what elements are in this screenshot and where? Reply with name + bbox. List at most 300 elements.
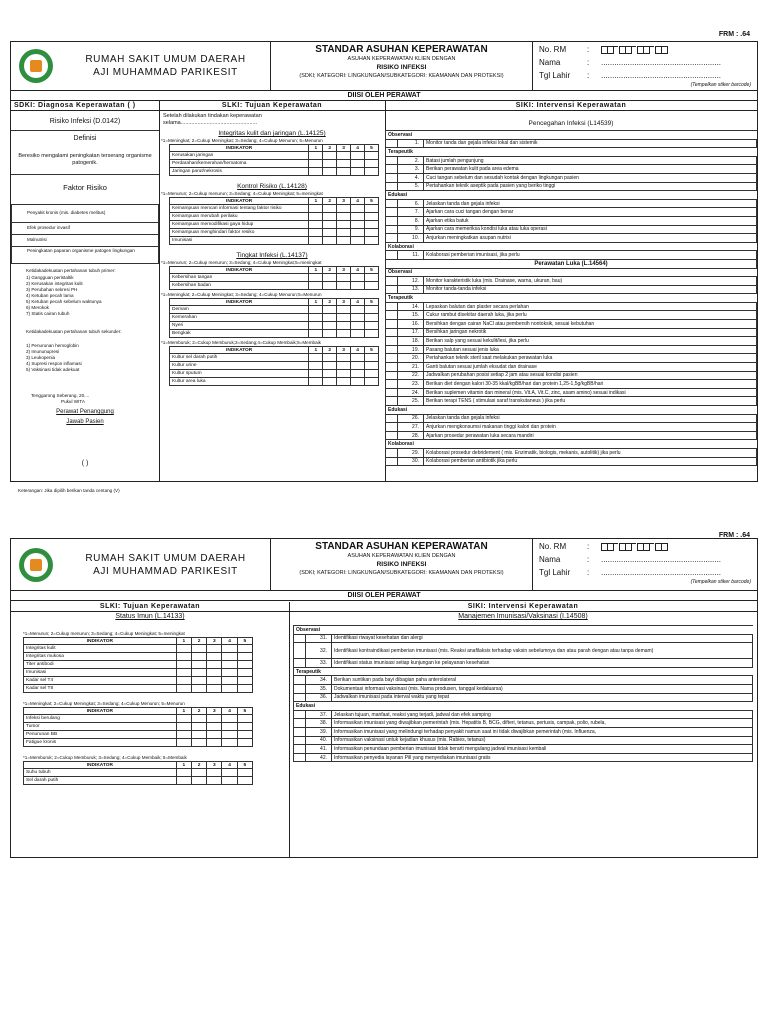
intervention-text: Berikan terapi TENS ( stimulasi saraf transkutaneus ) jika perlu	[424, 397, 757, 406]
intervention-row	[386, 199, 757, 208]
score-cell[interactable]	[176, 645, 191, 653]
indicator-table	[169, 266, 379, 290]
score-cell[interactable]	[191, 669, 206, 677]
score-cell[interactable]	[191, 685, 206, 693]
standard-category: (SDKI; KATEGORI: LINGKUNGAN/SUBKATEGORI: KEAMANAN DAN PROTEKSI)	[299, 570, 504, 576]
score-cell[interactable]	[365, 314, 379, 322]
score-cell[interactable]	[309, 370, 323, 378]
score-cell[interactable]	[351, 354, 365, 362]
indicator-row	[170, 213, 379, 221]
intervention-checkbox[interactable]	[386, 345, 398, 354]
no-rm-boxes[interactable]	[601, 46, 667, 54]
score-cell[interactable]	[337, 314, 351, 322]
score-cell[interactable]	[176, 715, 191, 723]
intervention-checkbox[interactable]	[386, 448, 398, 457]
score-cell[interactable]	[323, 306, 337, 314]
score-cell[interactable]	[207, 715, 222, 723]
score-cell[interactable]	[222, 645, 237, 653]
intervention-number: 32.	[306, 643, 332, 659]
intervention-checkbox[interactable]	[294, 719, 306, 728]
intervention-category: Terapeutik	[294, 667, 753, 676]
score-cell[interactable]	[237, 661, 252, 669]
intervention-row	[294, 693, 753, 702]
intervention-category: Edukasi	[386, 406, 757, 415]
score-cell[interactable]	[351, 205, 365, 213]
intervention-checkbox[interactable]	[386, 165, 398, 174]
selama-text[interactable]: selama..................................................	[163, 120, 258, 126]
intervention-category: Observasi	[386, 131, 757, 140]
score-cell[interactable]	[309, 274, 323, 282]
score-cell[interactable]	[323, 221, 337, 229]
score-cell[interactable]	[323, 370, 337, 378]
intervention-row	[386, 277, 757, 286]
stiker-note	[539, 579, 751, 585]
intervention-checkbox[interactable]	[386, 371, 398, 380]
intervention-checkbox[interactable]	[386, 457, 398, 466]
primer-item[interactable]: 5) Ketuban pecah sebelum waktunya	[26, 299, 102, 304]
score-cell[interactable]	[309, 362, 323, 370]
intervention-row	[386, 302, 757, 311]
score-cell[interactable]	[222, 723, 237, 731]
scale-number: 4	[351, 299, 365, 306]
score-cell[interactable]	[237, 739, 252, 747]
score-cell[interactable]	[207, 731, 222, 739]
intervention-row	[386, 268, 757, 277]
indicator-row	[170, 314, 379, 322]
score-cell[interactable]	[222, 739, 237, 747]
score-cell[interactable]	[191, 677, 206, 685]
sekunder-item[interactable]: 5) Vaksinasi tidak adekuat	[26, 367, 80, 372]
scale-number: 5	[237, 762, 252, 769]
score-cell[interactable]	[309, 229, 323, 237]
intervention-checkbox[interactable]	[386, 302, 398, 311]
intervention-row	[386, 294, 757, 303]
score-cell[interactable]	[351, 330, 365, 338]
score-cell[interactable]	[207, 685, 222, 693]
score-cell[interactable]	[337, 229, 351, 237]
score-cell[interactable]	[309, 152, 323, 160]
nama-field[interactable]: ......................................................	[601, 58, 722, 67]
score-cell[interactable]	[323, 152, 337, 160]
sekunder-item[interactable]: 3) Leukopenia	[26, 355, 56, 360]
intervention-row	[386, 431, 757, 440]
score-cell[interactable]	[176, 685, 191, 693]
score-cell[interactable]	[309, 314, 323, 322]
intervention-checkbox[interactable]	[386, 337, 398, 346]
score-cell[interactable]	[323, 362, 337, 370]
indicator-row	[24, 739, 253, 747]
score-cell[interactable]	[191, 661, 206, 669]
siki-title-pencegahan: Pencegahan Infeksi (L14539)	[528, 120, 614, 127]
score-cell[interactable]	[237, 685, 252, 693]
score-cell[interactable]	[323, 354, 337, 362]
intervention-row	[386, 354, 757, 363]
tgl-lahir-field[interactable]: ......................................................	[601, 568, 722, 577]
score-cell[interactable]	[365, 213, 379, 221]
indicator-row	[170, 370, 379, 378]
score-cell[interactable]	[337, 152, 351, 160]
score-cell[interactable]	[309, 237, 323, 245]
primer-item[interactable]: 1) Gangguan peristaltik	[26, 275, 74, 280]
score-cell[interactable]	[337, 160, 351, 168]
indicator-row	[170, 282, 379, 290]
score-cell[interactable]	[337, 205, 351, 213]
scale-legend: *1=Meningkat; 2=Cukup Meningkat; 3=Sedang; 4=Cukup Menurun; 5=Menurun	[161, 138, 323, 143]
primer-item[interactable]: 7) Statis cairan tubuh	[26, 311, 70, 316]
score-cell[interactable]	[237, 645, 252, 653]
score-cell[interactable]	[323, 213, 337, 221]
score-cell[interactable]	[337, 306, 351, 314]
score-cell[interactable]	[323, 168, 337, 176]
score-cell[interactable]	[323, 322, 337, 330]
intervention-number: 33.	[306, 659, 332, 668]
score-cell[interactable]	[207, 777, 222, 785]
primer-title: Ketidakadekuatan pertahanan tubuh primer:	[26, 268, 116, 273]
indicator-header: INDIKATOR	[170, 145, 309, 152]
score-cell[interactable]	[207, 669, 222, 677]
intervention-number: 23.	[398, 380, 424, 389]
score-cell[interactable]	[351, 378, 365, 386]
score-cell[interactable]	[351, 282, 365, 290]
score-cell[interactable]	[207, 769, 222, 777]
intervention-checkbox[interactable]	[294, 727, 306, 736]
score-cell[interactable]	[309, 282, 323, 290]
score-cell[interactable]	[176, 739, 191, 747]
score-cell[interactable]	[207, 661, 222, 669]
intervention-checkbox[interactable]	[386, 182, 398, 191]
intervention-row	[386, 320, 757, 329]
diagnosis-name: Risiko Infeksi (D.0142)	[49, 118, 121, 125]
score-cell[interactable]	[323, 237, 337, 245]
score-cell[interactable]	[365, 282, 379, 290]
intervention-checkbox[interactable]	[386, 311, 398, 320]
score-cell[interactable]	[191, 723, 206, 731]
scale-number: 1	[176, 762, 191, 769]
intervention-text: Jelaskan tanda dan gejala infeksi	[424, 199, 757, 208]
primer-item[interactable]: 3) Perubahan sekresi PH	[26, 287, 78, 292]
score-cell[interactable]	[207, 653, 222, 661]
score-cell[interactable]	[351, 229, 365, 237]
scale-number: 2	[323, 299, 337, 306]
score-cell[interactable]	[222, 661, 237, 669]
standard-subtitle: ASUHAN KEPERAWATAN KLIEN DENGAN	[347, 56, 456, 62]
score-cell[interactable]	[365, 370, 379, 378]
score-cell[interactable]	[309, 322, 323, 330]
faktor-risiko-list	[11, 204, 159, 264]
score-cell[interactable]	[337, 322, 351, 330]
score-cell[interactable]	[365, 221, 379, 229]
score-cell[interactable]	[323, 160, 337, 168]
intervention-checkbox[interactable]	[386, 225, 398, 234]
intervention-table	[293, 625, 753, 762]
indicator-row	[170, 237, 379, 245]
score-cell[interactable]	[237, 669, 252, 677]
score-cell[interactable]	[337, 330, 351, 338]
score-cell[interactable]	[365, 330, 379, 338]
score-cell[interactable]	[309, 205, 323, 213]
indicator-row	[24, 715, 253, 723]
score-cell[interactable]	[365, 205, 379, 213]
indicator-label: Kultur area luka	[170, 378, 309, 386]
intervention-number: 35.	[306, 684, 332, 693]
indicator-header: INDIKATOR	[170, 299, 309, 306]
score-cell[interactable]	[365, 362, 379, 370]
score-cell[interactable]	[222, 685, 237, 693]
intervention-checkbox[interactable]	[294, 634, 306, 643]
intervention-checkbox[interactable]	[294, 710, 306, 719]
score-cell[interactable]	[309, 378, 323, 386]
score-cell[interactable]	[309, 168, 323, 176]
score-cell[interactable]	[222, 731, 237, 739]
signature-line[interactable]: ( )	[81, 460, 89, 467]
score-cell[interactable]	[191, 645, 206, 653]
scale-number: 1	[176, 638, 191, 645]
intervention-checkbox[interactable]	[386, 320, 398, 329]
intervention-text: Informasikan penundaan pemberian imunisasi tidak berarti mengulang jadwal imunisasi kembali	[332, 745, 753, 754]
score-cell[interactable]	[323, 205, 337, 213]
score-cell[interactable]	[222, 777, 237, 785]
intervention-checkbox[interactable]	[386, 423, 398, 432]
score-cell[interactable]	[365, 160, 379, 168]
scale-number: 3	[207, 708, 222, 715]
indicator-row	[24, 645, 253, 653]
score-cell[interactable]	[222, 653, 237, 661]
intervention-row	[386, 440, 757, 449]
score-cell[interactable]	[323, 378, 337, 386]
score-cell[interactable]	[365, 378, 379, 386]
indicator-label: Kemampuan memodifikasi gaya hidup	[170, 221, 309, 229]
intervention-checkbox[interactable]	[294, 753, 306, 762]
indicator-row	[170, 168, 379, 176]
score-cell[interactable]	[365, 237, 379, 245]
score-cell[interactable]	[351, 274, 365, 282]
intervention-checkbox[interactable]	[386, 251, 398, 260]
score-cell[interactable]	[191, 777, 206, 785]
indicator-table	[23, 761, 253, 785]
score-cell[interactable]	[207, 677, 222, 685]
tgl-lahir-field[interactable]: ......................................................	[601, 71, 722, 80]
score-cell[interactable]	[351, 314, 365, 322]
score-cell[interactable]	[176, 661, 191, 669]
intervention-number: 17.	[398, 328, 424, 337]
score-cell[interactable]	[222, 715, 237, 723]
intervention-checkbox[interactable]	[386, 173, 398, 182]
faktor-item[interactable]: Penyakit kronis (mis. diabetes melitus)	[12, 205, 158, 223]
intervention-row	[294, 745, 753, 754]
score-cell[interactable]	[207, 723, 222, 731]
scale-number: 3	[207, 638, 222, 645]
score-cell[interactable]	[207, 645, 222, 653]
score-cell[interactable]	[323, 314, 337, 322]
intervention-category: Kolaborasi	[386, 242, 757, 251]
intervention-checkbox[interactable]	[386, 388, 398, 397]
primer-item[interactable]: 6) Merokok	[26, 305, 49, 310]
intervention-checkbox[interactable]	[294, 643, 306, 659]
intervention-checkbox[interactable]	[386, 380, 398, 389]
outcome-tables	[161, 128, 383, 386]
score-cell[interactable]	[222, 769, 237, 777]
score-cell[interactable]	[176, 723, 191, 731]
score-cell[interactable]	[337, 168, 351, 176]
no-rm-boxes[interactable]	[601, 543, 667, 551]
sekunder-item[interactable]: 4) Supresi respon inflamasi	[26, 361, 82, 366]
intervention-text: Berikan diet dengan kalori 30-35 kkal/kgBB/hari dan protein 1,25-1,5g/kgBB/hari	[424, 380, 757, 389]
nama-field[interactable]: ......................................................	[601, 555, 722, 564]
faktor-item[interactable]: Peningkatan paparan organisme patogen lingkungan	[27, 248, 135, 253]
scale-number: 1	[309, 145, 323, 152]
indicator-row	[170, 221, 379, 229]
score-cell[interactable]	[337, 282, 351, 290]
indicator-label: Suhu tubuh	[24, 769, 177, 777]
score-cell[interactable]	[191, 731, 206, 739]
score-cell[interactable]	[237, 677, 252, 685]
primer-item[interactable]: 4) Ketuban pecah lama	[26, 293, 74, 298]
intervention-checkbox[interactable]	[386, 285, 398, 294]
sekunder-item[interactable]: 1) Penurunan hemoglobin	[26, 343, 79, 348]
score-cell[interactable]	[351, 152, 365, 160]
score-cell[interactable]	[176, 653, 191, 661]
score-cell[interactable]	[309, 213, 323, 221]
scale-number: 1	[309, 198, 323, 205]
intervention-checkbox[interactable]	[386, 414, 398, 423]
faktor-item[interactable]: Malnutrisi	[12, 235, 158, 247]
intervention-checkbox[interactable]	[386, 363, 398, 372]
score-cell[interactable]	[176, 769, 191, 777]
intervention-number: 41.	[306, 745, 332, 754]
primer-item[interactable]: 2) Kerusakan integritas kulit	[26, 281, 83, 286]
score-cell[interactable]	[365, 152, 379, 160]
intervention-number: 5.	[398, 182, 424, 191]
score-cell[interactable]	[309, 221, 323, 229]
score-cell[interactable]	[351, 213, 365, 221]
score-cell[interactable]	[365, 354, 379, 362]
intervention-checkbox[interactable]	[386, 328, 398, 337]
intervention-checkbox[interactable]	[386, 234, 398, 243]
score-cell[interactable]	[337, 274, 351, 282]
score-cell[interactable]	[222, 669, 237, 677]
intervention-checkbox[interactable]	[386, 277, 398, 286]
intervention-checkbox[interactable]	[294, 659, 306, 668]
intervention-checkbox[interactable]	[386, 431, 398, 440]
hospital-name	[61, 539, 271, 590]
intervention-checkbox[interactable]	[386, 199, 398, 208]
score-cell[interactable]	[309, 354, 323, 362]
score-cell[interactable]	[323, 229, 337, 237]
score-cell[interactable]	[337, 354, 351, 362]
intervention-checkbox[interactable]	[386, 216, 398, 225]
scale-number: 4	[222, 708, 237, 715]
score-cell[interactable]	[337, 221, 351, 229]
intervention-checkbox[interactable]	[386, 397, 398, 406]
intervention-text: Bersihkan jaringan nekrotik	[424, 328, 757, 337]
score-cell[interactable]	[351, 168, 365, 176]
score-cell[interactable]	[337, 378, 351, 386]
scale-number: 2	[191, 708, 206, 715]
intervention-checkbox[interactable]	[386, 156, 398, 165]
score-cell[interactable]	[337, 362, 351, 370]
score-cell[interactable]	[207, 739, 222, 747]
scale-number: 4	[351, 145, 365, 152]
score-cell[interactable]	[323, 330, 337, 338]
score-cell[interactable]	[351, 322, 365, 330]
score-cell[interactable]	[365, 229, 379, 237]
indicator-label: Kultur sel darah putih	[170, 354, 309, 362]
score-cell[interactable]	[237, 777, 252, 785]
score-cell[interactable]	[351, 370, 365, 378]
score-cell[interactable]	[309, 160, 323, 168]
divider	[11, 130, 159, 131]
scale-legend: *1=Menurun; 2=Cukup menurun; 3=Sedang; 4=Cukup Meningkat; 5=meningkat	[23, 631, 185, 636]
indicator-label: Jaringan parut/nekrosis	[170, 168, 309, 176]
intervention-checkbox[interactable]	[386, 208, 398, 217]
intervention-checkbox[interactable]	[294, 693, 306, 702]
intervention-category: Observasi	[294, 626, 753, 635]
score-cell[interactable]	[351, 160, 365, 168]
scale-number: 4	[351, 347, 365, 354]
intervention-checkbox[interactable]	[294, 676, 306, 685]
score-cell[interactable]	[351, 306, 365, 314]
score-cell[interactable]	[191, 715, 206, 723]
score-cell[interactable]	[191, 769, 206, 777]
score-cell[interactable]	[237, 653, 252, 661]
score-cell[interactable]	[351, 221, 365, 229]
score-cell[interactable]	[237, 769, 252, 777]
score-cell[interactable]	[365, 274, 379, 282]
intervention-number: 3.	[398, 165, 424, 174]
score-cell[interactable]	[222, 677, 237, 685]
score-cell[interactable]	[237, 723, 252, 731]
score-cell[interactable]	[337, 213, 351, 221]
score-cell[interactable]	[237, 731, 252, 739]
score-cell[interactable]	[323, 282, 337, 290]
intervention-row	[386, 148, 757, 157]
sekunder-item[interactable]: 2) Imununupresi	[26, 349, 60, 354]
score-cell[interactable]	[176, 669, 191, 677]
hospital-logo-icon	[19, 49, 53, 83]
score-cell[interactable]	[309, 306, 323, 314]
score-cell[interactable]	[365, 322, 379, 330]
score-cell[interactable]	[337, 370, 351, 378]
score-cell[interactable]	[309, 330, 323, 338]
intervention-checkbox[interactable]	[294, 736, 306, 745]
status-imun-tables	[23, 631, 285, 785]
score-cell[interactable]	[176, 677, 191, 685]
intervention-number: 10.	[398, 234, 424, 243]
faktor-item[interactable]: Efek prosedur invasif	[12, 223, 158, 235]
intervention-checkbox[interactable]	[294, 684, 306, 693]
score-cell[interactable]	[351, 362, 365, 370]
score-cell[interactable]	[237, 715, 252, 723]
score-cell[interactable]	[176, 777, 191, 785]
score-cell[interactable]	[176, 731, 191, 739]
score-cell[interactable]	[365, 306, 379, 314]
intervention-checkbox[interactable]	[294, 745, 306, 754]
score-cell[interactable]	[323, 274, 337, 282]
intervention-checkbox[interactable]	[386, 354, 398, 363]
scale-number: 4	[351, 267, 365, 274]
score-cell[interactable]	[191, 739, 206, 747]
indicator-label: Kemampuan menghindari faktor resiko	[170, 229, 309, 237]
score-cell[interactable]	[351, 237, 365, 245]
indicator-label: Perdarahan/kemerahan/hematoma	[170, 160, 309, 168]
definisi-title: Definisi	[73, 135, 97, 142]
score-cell[interactable]	[337, 237, 351, 245]
score-cell[interactable]	[191, 653, 206, 661]
intervention-text: Pertahankan teknik aseptik pada pasien yang beriko tinggi	[424, 182, 757, 191]
intervention-row	[386, 423, 757, 432]
score-cell[interactable]	[365, 168, 379, 176]
intervention-checkbox[interactable]	[386, 139, 398, 148]
